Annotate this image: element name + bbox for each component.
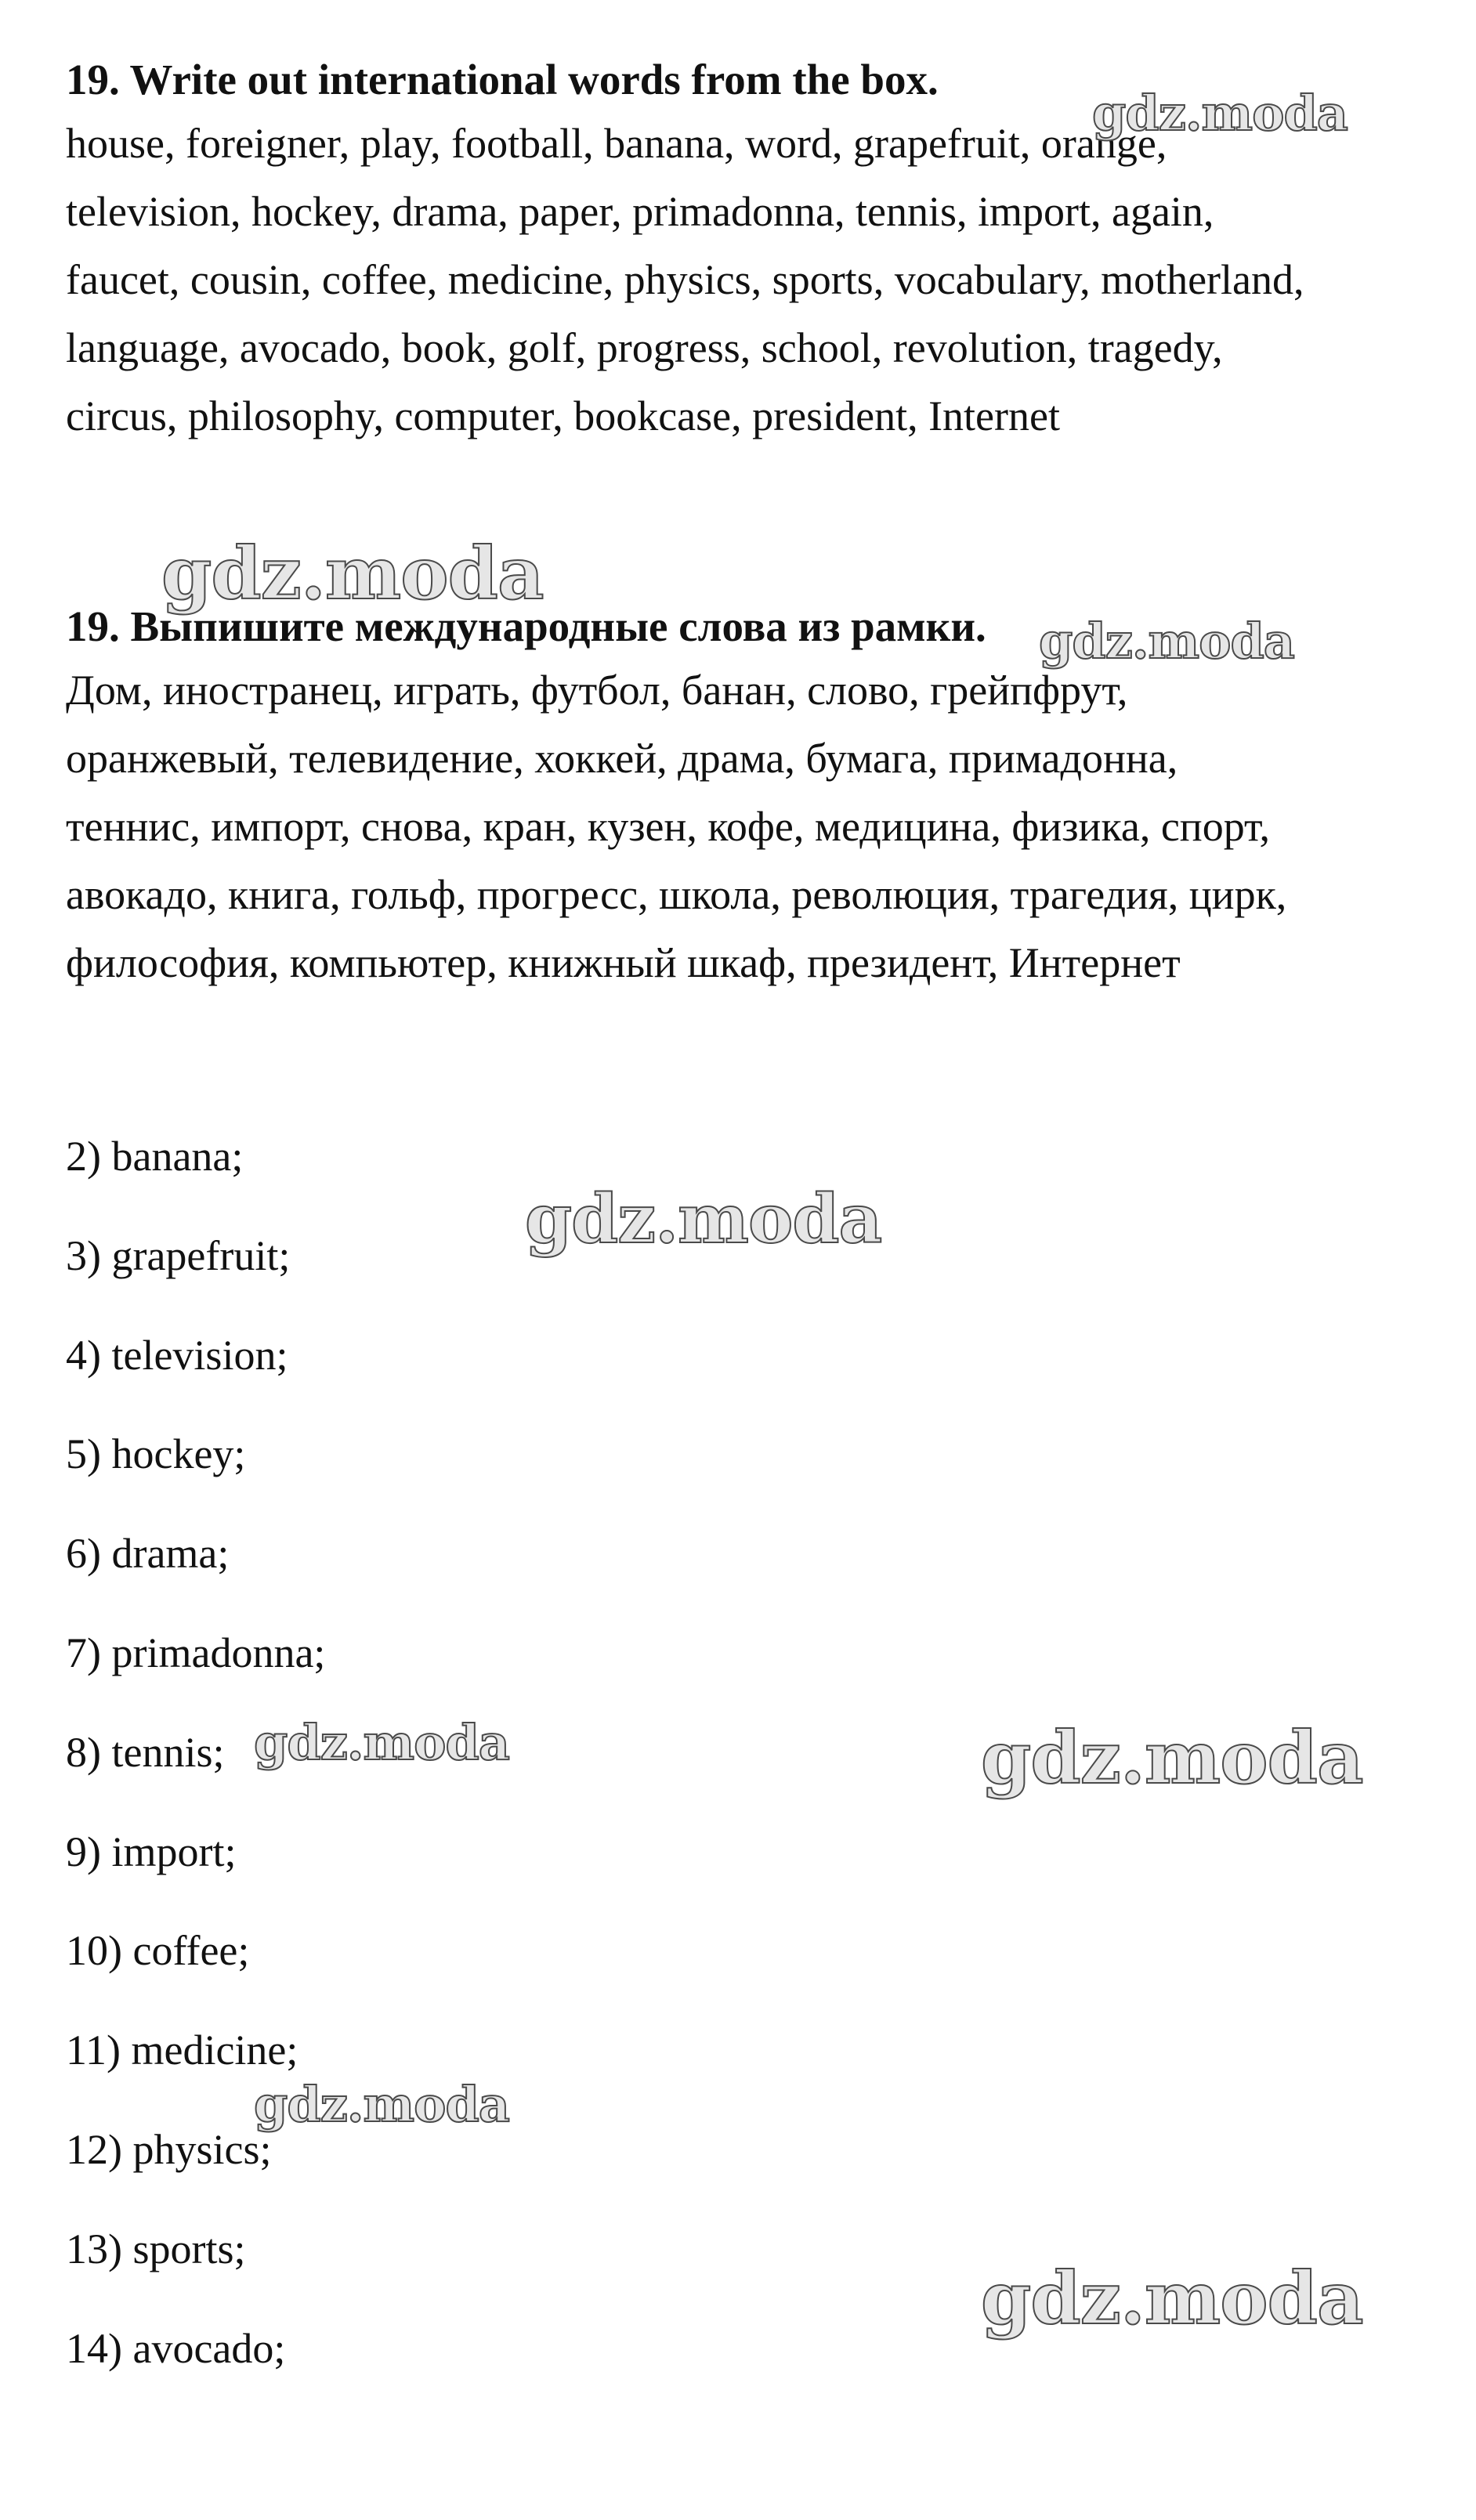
answer-item: 9) import; [66,1828,237,1875]
answer-item: 6) drama; [66,1530,230,1578]
word-box-russian [66,656,1429,997]
answer-item: 13) sports; [66,2225,246,2272]
answer-item: 7) primadonna; [66,1629,326,1676]
word-line: faucet, cousin, coffee, medicine, physics, sports, vocabulary, motherland, [66,256,1304,303]
word-line: circus, philosophy, computer, bookcase, president, Internet [66,392,1060,439]
answer-item: 5) hockey; [66,1430,246,1478]
answer-item: 3) grapefruit; [66,1231,291,1279]
russian-task [66,603,1429,997]
answer-item: 2) banana; [66,1133,244,1180]
answer-item: 14) avocado; [66,2324,286,2372]
word-line: language, avocado, book, golf, progress, school, revolution, tragedy, [66,324,1223,371]
answer-item: 8) tennis; [66,1728,225,1776]
word-line: house, foreigner, play, football, banana, word, grapefruit, orange, [66,120,1167,167]
word-line: television, hockey, drama, paper, primadonna, tennis, import, again, [66,188,1214,235]
word-line: философия, компьютер, книжный шкаф, президент, Интернет [66,939,1181,986]
watermark: gdz.moda [1092,85,1348,142]
watermark: gdz.moda [981,1716,1363,1800]
watermark: gdz.moda [981,2256,1363,2341]
word-line: Дом, иностранец, играть, футбол, банан, слово, грейпфрут, [66,667,1128,714]
task-title-russian: 19. Выпишите международные слова из рамки. [66,602,986,650]
word-box-english [66,110,1429,450]
watermark: gdz.moda [161,531,544,616]
answer-list [66,1133,325,2424]
watermark: gdz.moda [254,2076,509,2133]
answer-item: 4) television; [66,1331,288,1379]
watermark: gdz.moda [254,1714,509,1771]
word-line: теннис, импорт, снова, кран, кузен, кофе, медицина, физика, спорт, [66,803,1271,850]
word-line: оранжевый, телевидение, хоккей, драма, бумага, примадонна, [66,735,1178,782]
english-task [66,56,1429,450]
answer-item: 12) physics; [66,2125,272,2173]
answer-item: 10) coffee; [66,1927,250,1975]
watermark: gdz.moda [525,1180,882,1259]
answer-item: 11) medicine; [66,2026,298,2074]
task-title-english: 19. Write out international words from the box. [66,56,939,103]
word-line: авокадо, книга, гольф, прогресс, школа, революция, трагедия, цирк, [66,871,1287,918]
watermark: gdz.moda [1039,613,1294,670]
